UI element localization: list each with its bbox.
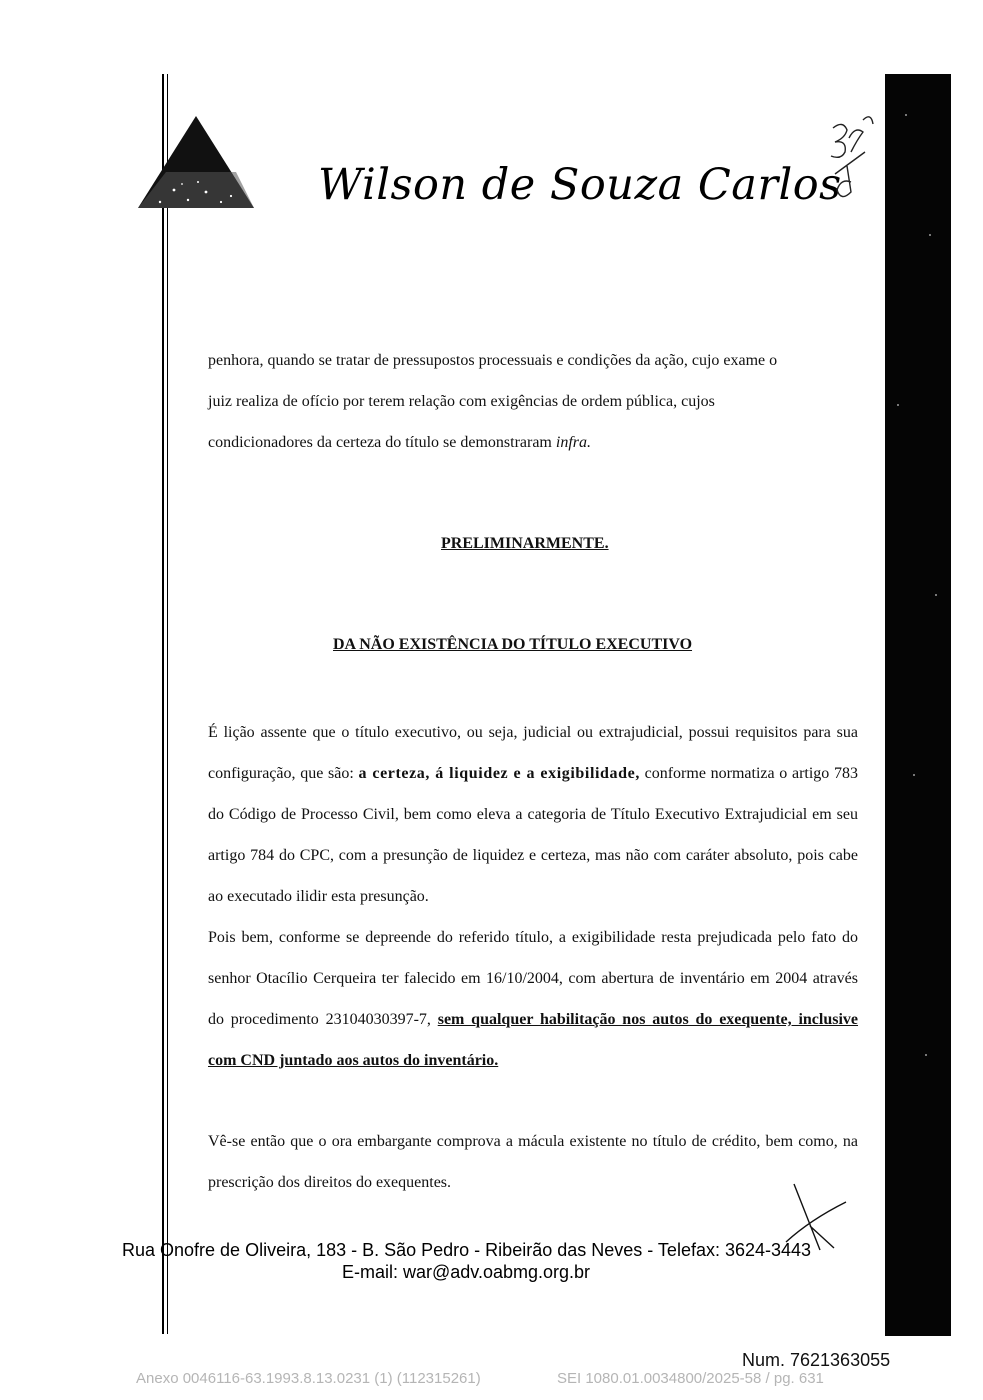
emphasis-bold-underlined: sem qualquer habilitação nos autos do exequente, inclusive com CND juntado aos autos do inventário.: [208, 1011, 859, 1069]
document-number: Num. 7621363055: [742, 1350, 891, 1370]
italic-term: infra.: [555, 434, 591, 451]
section-heading: DA NÃO EXISTÊNCIA DO TÍTULO EXECUTIVO: [333, 636, 693, 653]
annex-reference: Anexo 0046116-63.1993.8.13.0231 (1) (112315261): [136, 1370, 481, 1387]
scan-speck: [897, 404, 899, 406]
scan-speck: [913, 774, 915, 776]
paragraph-line: condicionadores da certeza do título se demonstraram: [208, 434, 556, 451]
handwritten-folio-mark-icon: [805, 108, 885, 208]
scan-speck: [925, 1054, 927, 1056]
paragraph-line: penhora, quando se tratar de pressupostos processuais e condições da ação, cujo exame o: [208, 352, 778, 369]
left-margin-line: [162, 74, 164, 1334]
sei-reference: SEI 1080.01.0034800/2025-58 / pg. 631: [557, 1370, 824, 1387]
paragraph-text: Pois bem, conforme se depreende do referido título, a exigibilidade resta prejudicada pelo fato do senhor Otacílio Cerqueira ter falecido em 16/10/2004, com abertura de inventário em 2004 através do procedimento 23104030397-7,: [208, 929, 858, 1028]
scan-edge-strip: [885, 74, 951, 1336]
paragraph-penhora: [208, 340, 858, 463]
paragraph-conclusao: [208, 1121, 858, 1203]
paragraph-text: Vê-se então que o ora embargante comprova a mácula existente no título de crédito, bem como, na prescrição dos direitos do exequentes.: [208, 1133, 858, 1191]
footer-email: E-mail: war@adv.oabmg.org.br: [342, 1262, 591, 1282]
scan-speck: [905, 114, 907, 116]
paragraph-text: É lição assente que o título executivo, ou seja, judicial ou extrajudicial, possui requisitos para sua configuração, que são:: [208, 724, 858, 782]
paragraph-titulo-executivo: [208, 712, 858, 917]
triangle-logo-icon: [136, 112, 256, 222]
scan-speck: [935, 594, 937, 596]
scan-speck: [929, 234, 931, 236]
paragraph-exigibilidade: [208, 917, 858, 1081]
left-margin-line-inner: [167, 74, 168, 1334]
heading-preliminarmente: PRELIMINARMENTE.: [441, 535, 609, 552]
paragraph-line: juiz realiza de ofício por terem relação com exigências de ordem pública, cujos: [208, 393, 715, 410]
footer-address: Rua Onofre de Oliveira, 183 - B. São Pedro - Ribeirão das Neves - Telefax: 3624-3443: [122, 1240, 812, 1260]
letterhead-name: Wilson de Souza Carlos: [318, 160, 842, 210]
paragraph-text: conforme normatiza o artigo 783 do Código de Processo Civil, bem como eleva a categoria de Título Executivo Extrajudicial em seu artigo 784 do CPC, com a presunção de liquidez e certeza, mas não com caráter absoluto, pois cabe ao executado ilidir esta presunção.: [208, 765, 859, 905]
emphasis-bold: a certeza, á liquidez e a exigibilidade,: [358, 765, 640, 782]
